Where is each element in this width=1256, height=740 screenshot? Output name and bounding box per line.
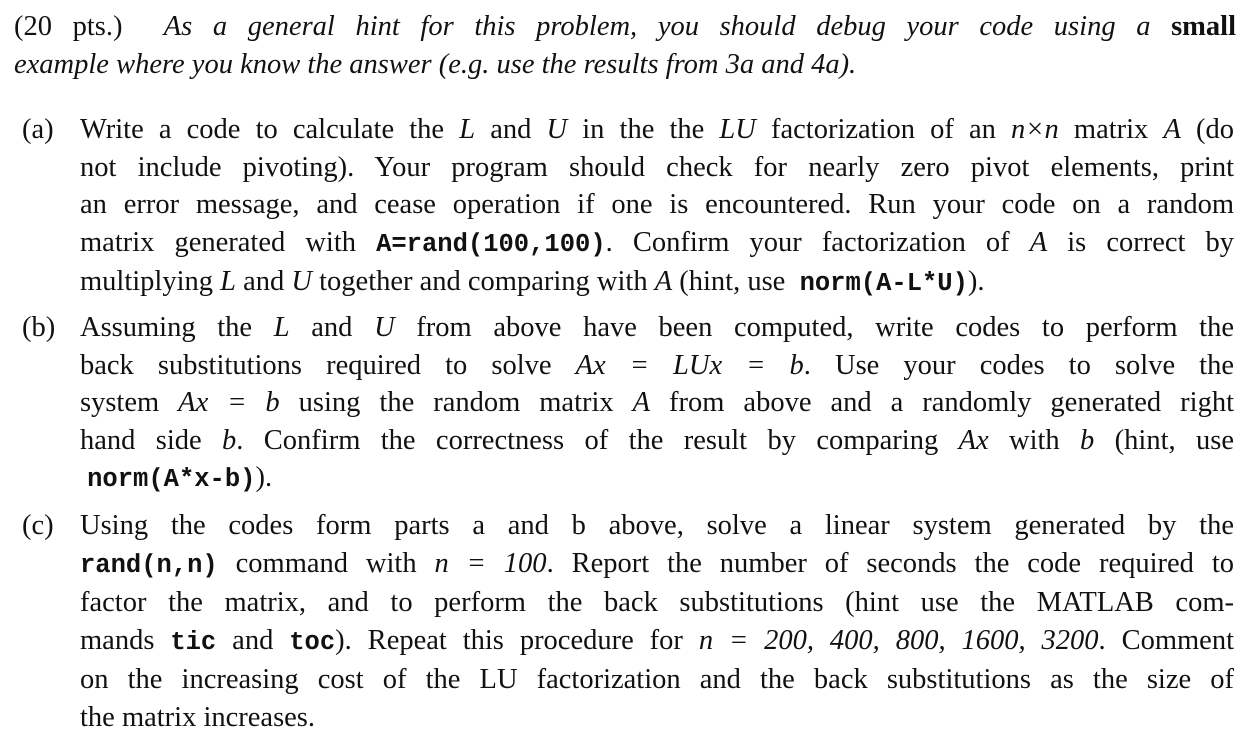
text-run: from above and a randomly generated right [650,387,1234,419]
part-b-line-1 [80,309,1234,347]
math-A: A [632,387,651,419]
math-b: b [1080,424,1095,456]
text-run: ). [255,462,273,494]
text-run: ). Repeat this procedure for [335,624,699,656]
text-run: system [80,387,179,419]
text-run: together and comparing with [312,266,655,298]
text-run: and [216,624,290,656]
math-b: b [222,424,237,456]
problem-intro [14,8,1236,84]
part-c-line-1: Using the codes form parts a and b above, solve a linear system generated by the [80,510,1234,541]
text-run: (hint, use [1094,424,1234,456]
math-LU: LU [719,114,756,145]
code-norm-A-LU: norm(A-L*U) [799,269,968,299]
part-a-line-3: an error message, and cease operation if one is encountered. Run your code on a random [80,189,1234,221]
math-nxn: n×n [1011,114,1059,145]
code-rand-100: A=rand(100,100) [376,229,606,259]
math-L: L [273,312,290,343]
text-run: matrix [1058,114,1164,145]
part-c-body [80,507,1234,737]
part-c-line-3: factor the matrix, and to perform the back substitutions (hint use the MATLAB com- [80,587,1234,619]
math-U: U [374,312,395,343]
text-run: and [475,114,547,145]
math-U: U [546,114,568,145]
math-U: U [291,266,312,298]
text-run: with [988,424,1081,456]
part-a-body [80,111,1234,303]
hint-text: As a general hint for this problem, you should debug your code using a [163,11,1151,42]
math-equation: n = 200, 400, 800, 1600, 3200 [698,624,1099,656]
part-c-marker: (c) [22,510,54,541]
text-run: (hint, use [672,266,800,298]
part-b-line-4 [80,422,1234,460]
text-run: Write a code to calculate the [80,114,460,145]
part-b-line-5 [80,459,1234,499]
text-run: ). [967,266,985,298]
math-equation: Ax = LUx = b [575,349,804,381]
part-a-line-4 [80,224,1234,264]
text-run: (do [1180,114,1234,145]
part-c-line-2 [80,545,1234,585]
part-b-body [80,309,1234,499]
text-run: is correct by [1047,226,1235,258]
part-a-marker: (a) [22,114,54,145]
math-equation: Ax = b [178,387,280,419]
code-toc: toc [289,627,336,657]
math-A: A [1029,226,1048,258]
text-run: command with [217,547,435,579]
text-run: . Confirm your factorization of [605,226,1030,258]
code-tic: tic [170,627,217,657]
text-run: and [289,312,375,343]
text-run: hand side [80,424,223,456]
points-label: (20 pts.) [14,11,123,42]
text-run: back substitutions required to solve [80,349,576,381]
text-run: from above have been computed, write codes to perform the [394,312,1234,343]
math-L: L [459,114,476,145]
part-b-line-3 [80,384,1234,422]
part-a-line-5 [80,263,1234,303]
math-equation: n = 100 [434,547,547,579]
text-run: matrix generated with [80,226,377,258]
text-run: Assuming the [80,312,274,343]
text-run: . Confirm the correctness of the result by comparing [236,424,959,456]
hint-bold-word: small [1171,11,1237,42]
math-L: L [220,266,236,298]
text-run: . Comment [1098,624,1234,656]
math-A: A [654,266,673,298]
part-b-marker: (b) [22,312,56,343]
part-c-line-5: on the increasing cost of the LU factorization and the back substitutions as the size of [80,664,1234,696]
text-run: . Use your codes to solve the [803,349,1234,381]
code-norm-Ax-b: norm(A*x-b) [87,465,256,495]
text-run: using the random matrix [279,387,633,419]
part-a-line-2: not include pivoting). Your program should check for nearly zero pivot elements, print [80,151,1234,183]
text-run: and [236,266,292,298]
intro-line-2: example where you know the answer (e.g. use the results from 3a and 4a). [14,49,857,80]
math-Ax: Ax [958,424,989,456]
text-run: multiplying [80,266,221,298]
math-A: A [1163,114,1181,145]
text-run: factorization of an [755,114,1012,145]
part-c-line-6: the matrix increases. [80,701,316,733]
intro-line-1 [14,8,1236,46]
part-b-line-2 [80,347,1234,385]
text-run: in the the [567,114,720,145]
text-run: mands [80,624,171,656]
part-c-line-4 [80,622,1234,662]
text-run: . Report the number of seconds the code required to [546,547,1234,579]
part-a-line-1 [80,111,1234,149]
code-rand-n-n: rand(n,n) [80,550,218,580]
